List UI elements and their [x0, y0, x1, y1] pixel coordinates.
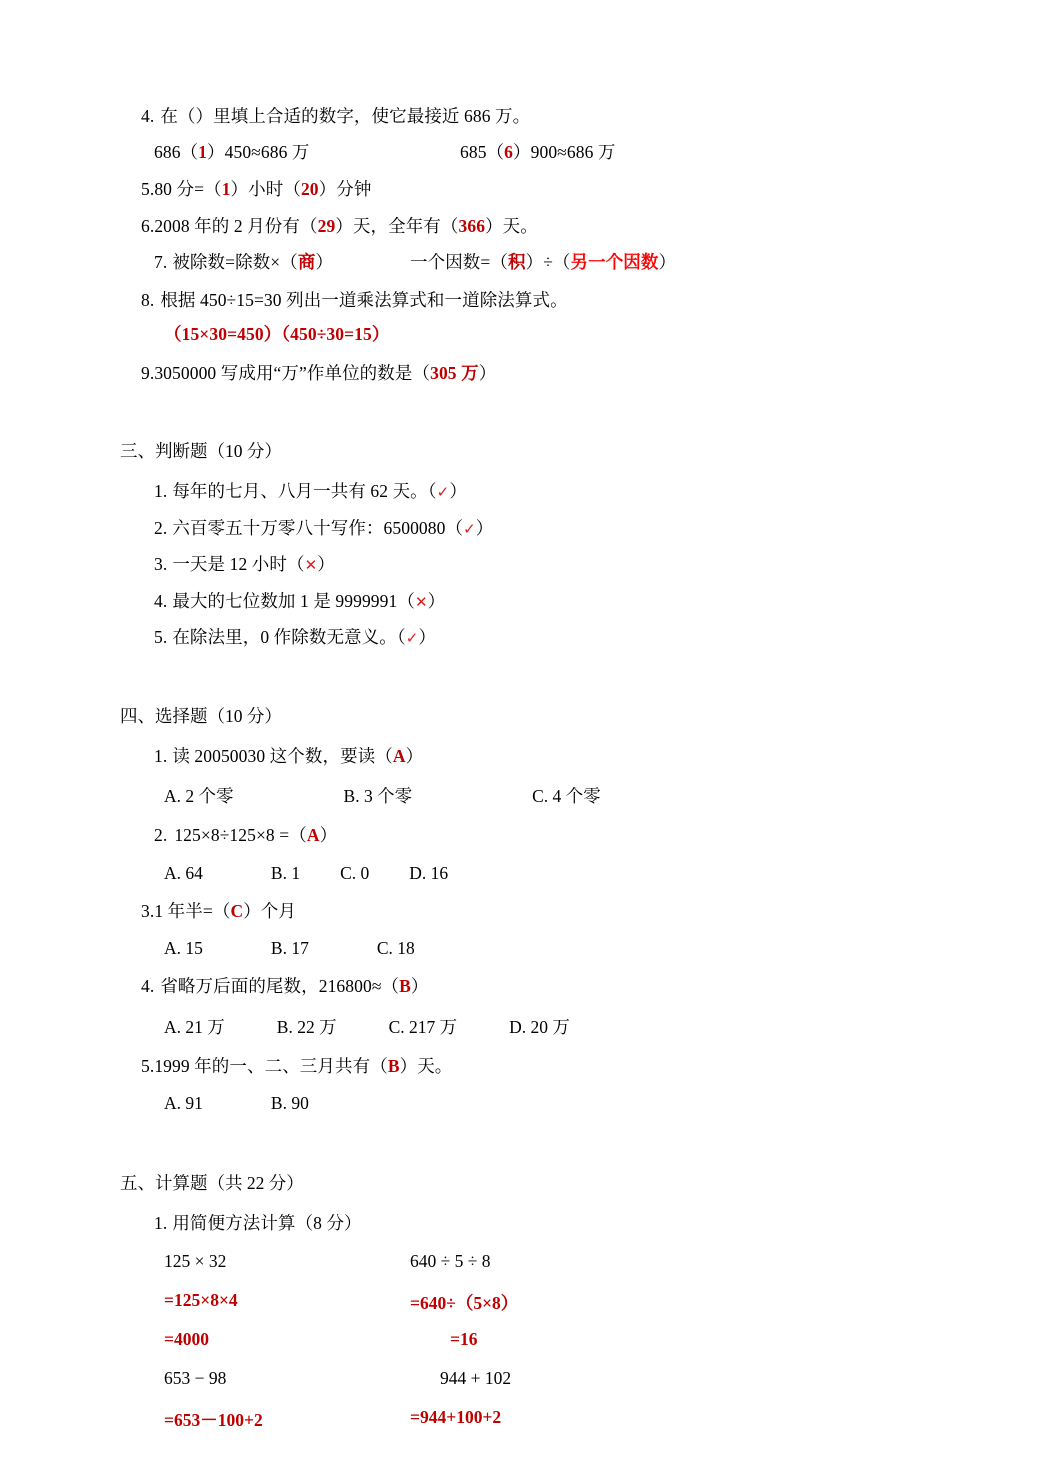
option-a[interactable]: A. 15 [164, 938, 203, 958]
mc-item-1-text: 读 20050030 这个数，要读（ [172, 745, 393, 766]
question-number: 5. [154, 627, 168, 647]
question-text: 根据 450÷15=30 列出一道乘法算式和一道除法算式。 [160, 289, 568, 310]
option-a[interactable]: A. 64 [164, 862, 203, 883]
mc-item-2 [120, 827, 930, 845]
question-fib-8 [120, 289, 930, 310]
tf-item-5-close: ） [418, 627, 436, 647]
option-d[interactable]: D. 16 [409, 862, 449, 883]
fib-6-mid: ）天，全年有（ [335, 215, 459, 236]
fib-7-right-answer-1: 积 [507, 252, 526, 272]
mc-item-2-close: ） [319, 825, 338, 845]
question-number: 2. [154, 825, 168, 845]
question-fib-8-answer: （15×30=450）（450÷30=15） [164, 324, 390, 344]
fib-6-pre: 2008 年的 2 月份有（ [154, 215, 318, 236]
question-number: 8. [141, 289, 155, 310]
section-heading-multiple-choice: 四、选择题（10 分） [120, 705, 282, 726]
calc-problem-2-questions [120, 1368, 930, 1389]
question-fib-9 [120, 362, 930, 383]
question-number: 1. [154, 481, 168, 501]
fib-7-right-answer-2: 另一个因数 [570, 252, 659, 272]
tf-item-1 [120, 483, 930, 501]
fib-9-pre: 3050000 写成用“万”作单位的数是（ [154, 362, 431, 383]
mc-item-5-answer: B [387, 1055, 400, 1076]
option-b[interactable]: B. 90 [270, 1093, 309, 1113]
multiple-choice-section [120, 703, 930, 1115]
check-icon: ✓ [405, 629, 419, 647]
fib-7-right-mid: ）÷（ [525, 252, 571, 272]
fib-7-right-pre: 一个因数=（ [410, 252, 508, 272]
question-number: 4. [141, 976, 155, 996]
mc-item-3-answer: C [230, 900, 244, 921]
fib-5-answer-2: 20 [300, 179, 319, 199]
calc-problem-2-right-question: 944 + 102 [440, 1367, 512, 1388]
question-fib-4-answers [120, 141, 930, 162]
option-b[interactable]: B. 17 [270, 938, 309, 958]
fib-9-post: ） [478, 362, 497, 383]
question-fib-5 [120, 181, 930, 199]
fib-9-answer: 305 万 [430, 362, 479, 383]
fib-6-answer-2: 366 [458, 215, 486, 236]
fill-in-blank-section [120, 108, 930, 382]
mc-item-3-close: ）个月 [243, 900, 296, 921]
calc-sub-heading [120, 1215, 930, 1233]
option-c[interactable]: C. 4 个零 [532, 786, 601, 806]
tf-item-3-close: ） [317, 554, 335, 574]
calc-problem-1-right-step-1: =640÷（5×8） [410, 1292, 519, 1313]
fib-4-left-post: ）450≈686 万 [207, 141, 310, 162]
fib-6-answer-1: 29 [317, 215, 336, 236]
tf-item-2 [120, 517, 930, 538]
fib-5-pre: 80 分=（ [154, 179, 222, 199]
calc-problem-2-left-step-1: =653－100+2 [164, 1409, 263, 1430]
calc-problem-1-questions [120, 1251, 930, 1272]
fib-7-left [154, 254, 333, 272]
calc-problem-1-right-step-2: =16 [450, 1328, 478, 1349]
tf-item-2-text: 六百零五十万零八十写作：6500080（ [172, 517, 464, 538]
option-a[interactable]: A. 2 个零 [164, 786, 234, 806]
fib-7-left-answer: 商 [297, 252, 316, 272]
option-b[interactable]: B. 22 万 [276, 1016, 337, 1037]
calc-problem-2-right-step-1: =944+100+2 [410, 1406, 502, 1427]
question-number: 3. [154, 554, 168, 574]
question-number: 4. [141, 106, 155, 126]
calc-problem-1-left-step-1: =125×8×4 [164, 1289, 238, 1310]
mc-item-5-text: 1999 年的一、二、三月共有（ [154, 1055, 388, 1076]
calc-problem-1-step-2 [120, 1329, 930, 1350]
fib-5-answer-1: 1 [221, 179, 231, 199]
option-c[interactable]: C. 18 [376, 938, 415, 958]
option-c[interactable]: C. 217 万 [388, 1016, 458, 1037]
mc-item-5 [120, 1055, 930, 1076]
fib-4-right [460, 141, 616, 162]
cross-icon: ✕ [304, 556, 318, 574]
calc-problem-1-left-step-2: =4000 [164, 1328, 209, 1349]
fib-7-left-post: ） [315, 252, 334, 272]
fib-4-left-answer: 1 [198, 141, 208, 162]
fib-6-post: ）天。 [485, 215, 538, 236]
mc-item-1 [120, 745, 930, 766]
option-d[interactable]: D. 20 万 [509, 1016, 570, 1037]
fib-4-right-post: ）900≈686 万 [513, 141, 616, 162]
question-number: 1. [154, 745, 168, 766]
question-fib-7 [120, 254, 930, 272]
calc-sub-heading-text: 用简便方法计算（8 分） [172, 1213, 362, 1233]
mc-item-5-options [120, 1093, 930, 1114]
mc-item-1-answer: A [392, 745, 406, 766]
question-number: 5. [141, 1055, 155, 1076]
question-number: 6. [141, 215, 155, 236]
question-text: 在（）里填上合适的数字，使它最接近 686 万。 [160, 106, 531, 126]
mc-item-4 [120, 978, 930, 996]
question-number: 9. [141, 362, 155, 383]
calc-problem-1-right-question: 640 ÷ 5 ÷ 8 [410, 1250, 491, 1271]
fib-4-right-pre: 685（ [460, 141, 505, 162]
fib-4-right-answer: 6 [504, 141, 514, 162]
mc-item-2-answer: A [306, 825, 320, 845]
true-false-section [120, 438, 930, 647]
tf-item-5-text: 在除法里，0 作除数无意义。（ [172, 627, 406, 647]
tf-item-3-text: 一天是 12 小时（ [172, 554, 305, 574]
option-c[interactable]: C. 0 [340, 862, 370, 883]
question-fib-6 [120, 215, 930, 236]
calculation-section [120, 1170, 930, 1432]
fib-5-post: ）分钟 [318, 179, 372, 199]
fib-7-right-post: ） [658, 252, 677, 272]
check-icon: ✓ [436, 483, 450, 501]
mc-item-2-text: 125×8÷125×8 =（ [174, 825, 307, 845]
calc-problem-1-left-question: 125 × 32 [164, 1250, 227, 1271]
mc-item-4-text: 省略万后面的尾数，216800≈（ [160, 976, 400, 996]
mc-item-3-options [120, 938, 930, 959]
option-a[interactable]: A. 21 万 [164, 1016, 225, 1037]
question-number: 5. [141, 179, 155, 199]
mc-item-5-close: ）天。 [399, 1055, 453, 1076]
mc-item-1-options [120, 783, 930, 808]
fib-4-left-pre: 686（ [154, 141, 199, 162]
option-b[interactable]: B. 1 [270, 862, 301, 883]
question-number: 3. [141, 900, 155, 921]
tf-item-4-text: 最大的七位数加 1 是 9999991（ [172, 590, 415, 611]
mc-item-4-options [120, 1014, 930, 1039]
fib-7-left-pre: 被除数=除数×（ [172, 252, 298, 272]
fib-7-right [410, 254, 676, 272]
fib-5-mid: ）小时（ [230, 179, 301, 199]
mc-item-2-options [120, 863, 930, 884]
mc-item-4-answer: B [399, 976, 411, 996]
mc-item-4-close: ） [410, 976, 429, 996]
tf-item-5 [120, 629, 930, 647]
fib-4-left [154, 141, 310, 162]
option-b[interactable]: B. 3 个零 [343, 786, 413, 806]
tf-item-1-close: ） [449, 481, 467, 501]
option-a[interactable]: A. 91 [164, 1093, 203, 1113]
question-number: 7. [154, 252, 168, 272]
check-icon: ✓ [463, 519, 476, 538]
section-heading-true-false: 三、判断题（10 分） [120, 441, 282, 461]
question-number: 4. [154, 590, 168, 611]
tf-item-4-close: ） [427, 590, 446, 611]
tf-item-4 [120, 590, 930, 611]
question-fib-4 [120, 108, 930, 126]
calc-problem-2-step-1 [120, 1407, 930, 1432]
section-heading-calculation: 五、计算题（共 22 分） [120, 1173, 304, 1193]
calc-problem-1-step-1 [120, 1290, 930, 1311]
tf-item-1-text: 每年的七月、八月一共有 62 天。（ [172, 481, 437, 501]
tf-item-3 [120, 556, 930, 574]
tf-item-2-close: ） [475, 517, 494, 538]
mc-item-3 [120, 900, 930, 921]
cross-icon: ✕ [414, 592, 428, 611]
calc-problem-2-left-question: 653 − 98 [164, 1367, 227, 1388]
mc-item-1-close: ） [405, 745, 424, 766]
question-number: 2. [154, 517, 168, 538]
page-content [120, 108, 930, 1432]
mc-item-3-text: 1 年半=（ [154, 900, 231, 921]
question-number: 1. [154, 1213, 168, 1233]
